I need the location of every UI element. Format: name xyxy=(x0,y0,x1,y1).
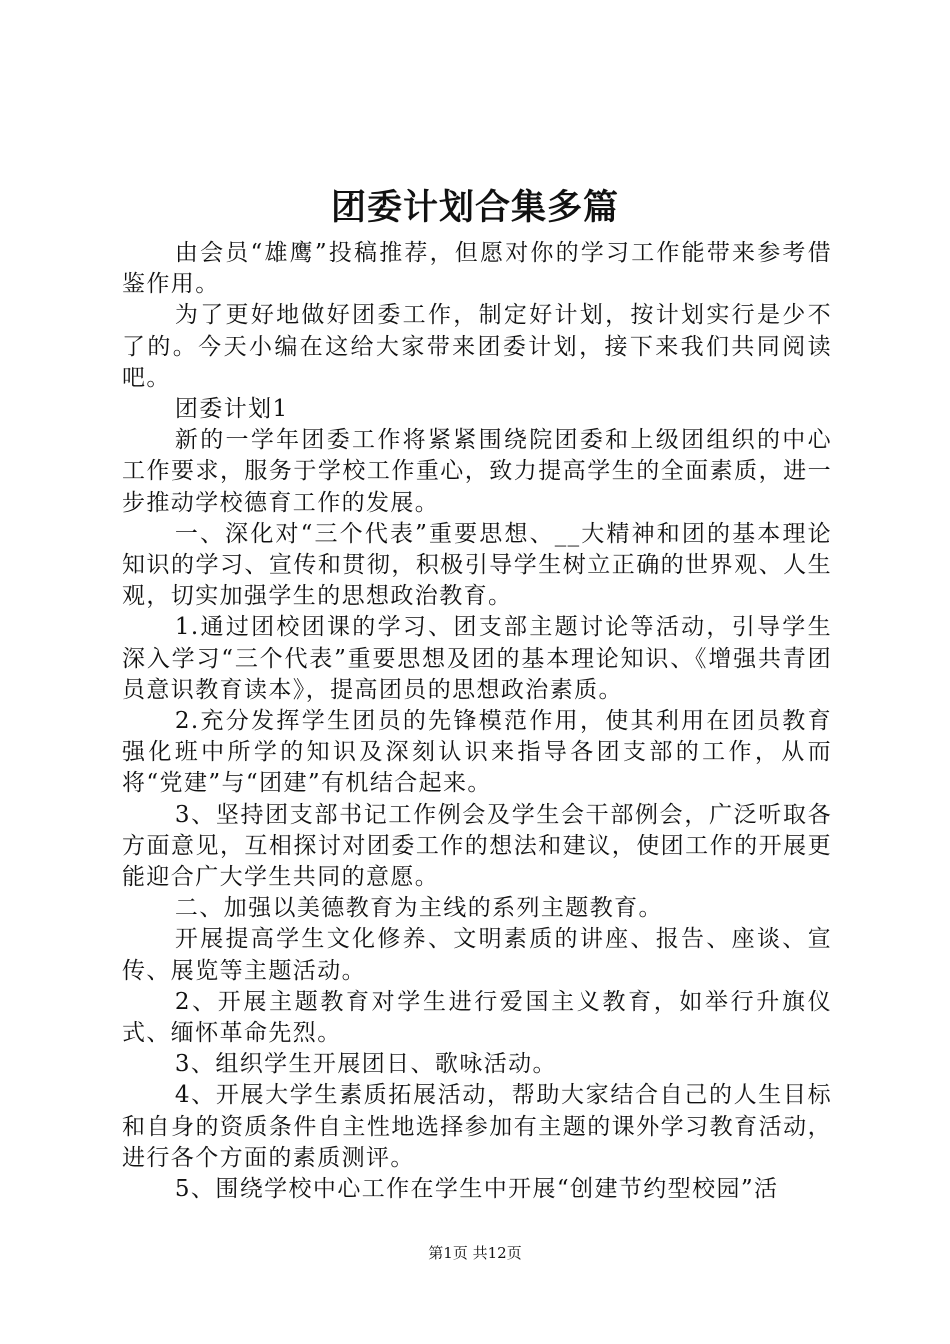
paragraph: 二、加强以美德教育为主线的系列主题教育。 xyxy=(174,895,663,922)
paragraph: 3、组织学生开展团日、歌咏活动。 xyxy=(174,1051,557,1078)
paragraph: 3、坚持团支部书记工作例会及学生会干部例会，广泛听取各方面意见，互相探讨对团委工作的想法和建议，使团工作的开展更能迎合广大学生共同的意愿。 xyxy=(122,801,832,891)
page-footer: 第1页 共12页 xyxy=(428,1244,522,1262)
section-heading: 团委计划1 xyxy=(174,396,289,423)
paragraph: 新的一学年团委工作将紧紧围绕院团委和上级团组织的中心工作要求，服务于学校工作重心，致力提高学生的全面素质，进一步推动学校德育工作的发展。 xyxy=(122,427,832,516)
paragraph: 为了更好地做好团委工作，制定好计划，按计划实行是少不了的。今天小编在这给大家带来团委计划，接下来我们共同阅读吧。 xyxy=(122,302,832,391)
paragraph: 由会员“雄鹰”投稿推荐，但愿对你的学习工作能带来参考借鉴作用。 xyxy=(122,240,832,298)
document-title: 团委计划合集多篇 xyxy=(330,187,619,228)
paragraph: 2、开展主题教育对学生进行爱国主义教育，如举行升旗仪式、缅怀革命先烈。 xyxy=(122,988,832,1047)
paragraph: 一、深化对“三个代表”重要思想、__大精神和团的基本理论知识的学习、宣传和贯彻，积极引导学生树立正确的世界观、人生观，切实加强学生的思想政治教育。 xyxy=(122,520,832,610)
document-body xyxy=(122,238,832,1205)
paragraph: 1.通过团校团课的学习、团支部主题讨论等活动，引导学生深入学习“三个代表”重要思想及团的基本理论知识、《增强共青团员意识教育读本》，提高团员的思想政治素质。 xyxy=(122,614,832,703)
paragraph: 4、开展大学生素质拓展活动，帮助大家结合自己的人生目标和自身的资质条件自主性地选择参加有主题的课外学习教育活动，进行各个方面的素质测评。 xyxy=(122,1082,832,1171)
paragraph: 开展提高学生文化修养、文明素质的讲座、报告、座谈、宣传、展览等主题活动。 xyxy=(122,926,832,984)
paragraph: 2.充分发挥学生团员的先锋模范作用，使其利用在团员教育强化班中所学的知识及深刻认识来指导各团支部的工作，从而将“党建”与“团建”有机结合起来。 xyxy=(122,708,832,797)
paragraph: 5、围绕学校中心工作在学生中开展“创建节约型校园”活 xyxy=(174,1176,779,1203)
